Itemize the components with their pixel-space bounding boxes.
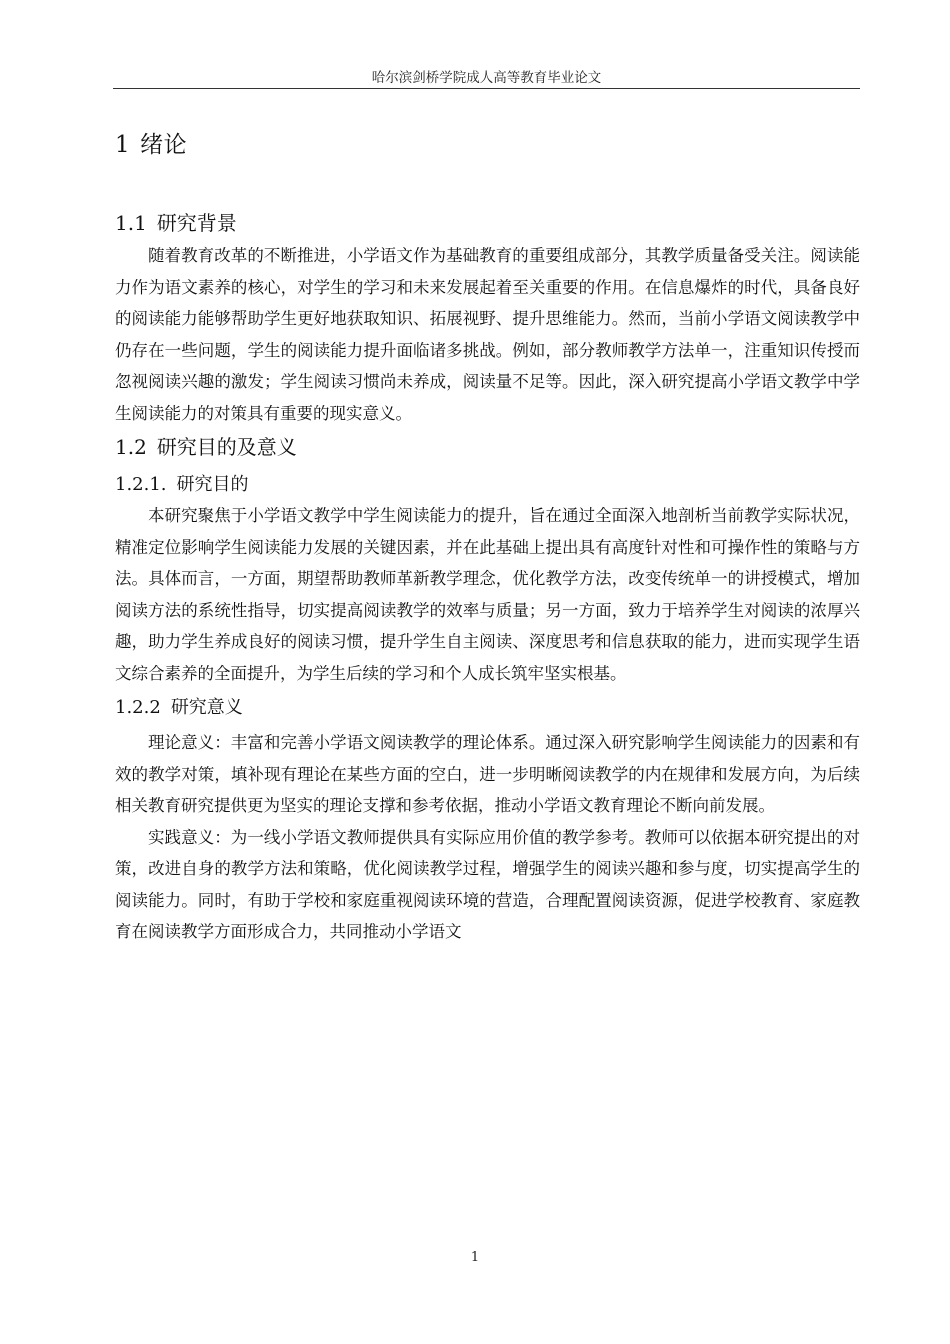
- subsection-title: 研究目的: [176, 474, 249, 495]
- paragraph-theory: 理论意义：丰富和完善小学语文阅读教学的理论体系。通过深入研究影响学生阅读能力的因素和有效的教学对策，填补现有理论在某些方面的空白，进一步明晰阅读教学的内在规律和发展方向，为后续相关教育研究提供更为坚实的理论支撑和参考依据，推动小学语文教育理论不断向前发展。: [115, 733, 860, 815]
- header-rule: [113, 88, 860, 89]
- paragraph-background: 随着教育改革的不断推进，小学语文作为基础教育的重要组成部分，其教学质量备受关注。阅读能力作为语文素养的核心，对学生的学习和未来发展起着至关重要的作用。在信息爆炸的时代，具备良好的阅读能力能够帮助学生更好地获取知识、拓展视野、提升思维能力。然而，当前小学语文阅读教学中仍存在一些问题，学生的阅读能力提升面临诸多挑战。例如，部分教师教学方法单一，注重知识传授而忽视阅读兴趣的激发；学生阅读习惯尚未养成，阅读量不足等。因此，深入研究提高小学语文教学中学生阅读能力的对策具有重要的现实意义。: [115, 246, 860, 423]
- subsection-title: 研究意义: [170, 697, 243, 718]
- subsection-heading-1-2-1: [115, 470, 860, 496]
- page-body: [115, 118, 860, 948]
- section-number: 1.2: [115, 435, 147, 459]
- section-number: 1.1: [115, 211, 147, 235]
- page-number: 1: [470, 1250, 480, 1265]
- subsection-heading-1-2-2: [115, 693, 860, 719]
- paragraph-purpose: 本研究聚焦于小学语文教学中学生阅读能力的提升，旨在通过全面深入地剖析当前教学实际状况，精准定位影响学生阅读能力发展的关键因素，并在此基础上提出具有高度针对性和可操作性的策略与方法。具体而言，一方面，期望帮助教师革新教学理念，优化教学方法，改变传统单一的讲授模式，增加阅读方法的系统性指导，切实提高阅读教学的效率与质量；另一方面，致力于培养学生对阅读的浓厚兴趣，助力学生养成良好的阅读习惯，提升学生自主阅读、深度思考和信息获取的能力，进而实现学生语文综合素养的全面提升，为学生后续的学习和个人成长筑牢坚实根基。: [115, 506, 860, 683]
- section-title: 研究目的及意义: [156, 435, 297, 459]
- section-heading-1-2: [115, 431, 860, 460]
- paragraph-practice: 实践意义：为一线小学语文教师提供具有实际应用价值的教学参考。教师可以依据本研究提出的对策，改进自身的教学方法和策略，优化阅读教学过程，增强学生的阅读兴趣和参与度，切实提高学生的阅读能力。同时，有助于学校和家庭重视阅读环境的营造，合理配置阅读资源，促进学校教育、家庭教育在阅读教学方面形成合力，共同推动小学语文: [115, 827, 860, 941]
- chapter-heading: [115, 118, 860, 159]
- subsection-number: 1.2.1.: [115, 474, 167, 495]
- subsection-number: 1.2.2: [115, 697, 161, 718]
- page-header: 哈尔滨剑桥学院成人高等教育毕业论文: [371, 70, 602, 86]
- section-heading-1-1: [115, 207, 860, 236]
- section-title: 研究背景: [156, 211, 237, 235]
- chapter-number: 1: [115, 132, 131, 158]
- chapter-title: 绪论: [140, 132, 188, 158]
